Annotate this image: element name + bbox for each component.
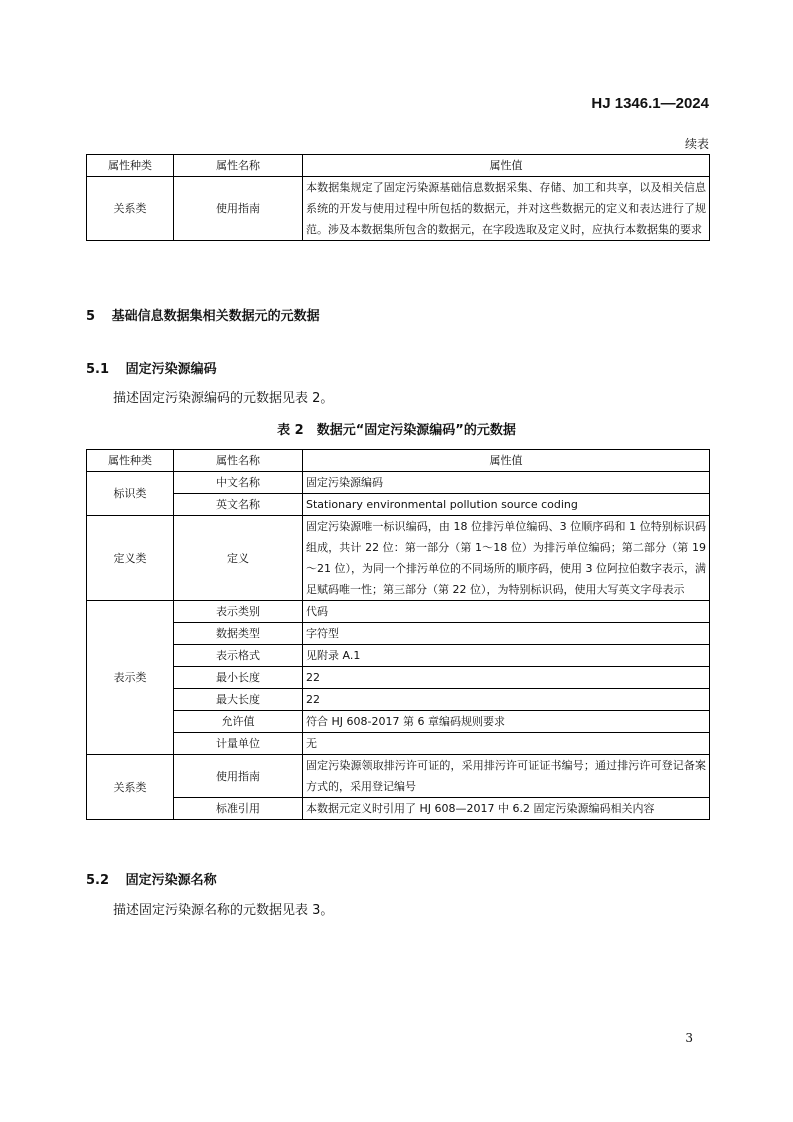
table-row (87, 733, 710, 755)
cell-value: 22 (303, 689, 710, 711)
table-row (87, 711, 710, 733)
cell-name: 数据类型 (174, 623, 303, 645)
cell-value: 本数据元定义时引用了 HJ 608—2017 中 6.2 固定污染源编码相关内容 (303, 798, 710, 820)
document-code: HJ 1346.1—2024 (591, 95, 709, 112)
header-name: 属性名称 (174, 155, 303, 177)
section-title: 固定污染源名称 (125, 873, 217, 888)
table-row (87, 601, 710, 623)
section-5-2-heading (86, 869, 217, 888)
cell-value: 代码 (303, 601, 710, 623)
cell-value: 22 (303, 667, 710, 689)
header-category: 属性种类 (87, 450, 174, 472)
section-5-2-text: 描述固定污染源名称的元数据见表 3。 (113, 903, 334, 918)
cell-value: 无 (303, 733, 710, 755)
continued-label: 续表 (684, 137, 709, 151)
table-row (87, 472, 710, 494)
section-5-heading (86, 305, 320, 324)
cell-name: 使用指南 (174, 177, 303, 241)
section-number: 5.1 (86, 362, 110, 377)
table-row (87, 177, 710, 241)
cell-name: 允许值 (174, 711, 303, 733)
cell-value: 固定污染源领取排污许可证的，采用排污许可证证书编号；通过排污许可登记备案方式的，采用登记编号 (303, 755, 710, 798)
cell-category: 关系类 (87, 177, 174, 241)
table-row (87, 516, 710, 601)
cell-name: 标准引用 (174, 798, 303, 820)
table-2 (86, 449, 710, 820)
header-name: 属性名称 (174, 450, 303, 472)
cell-name: 表示格式 (174, 645, 303, 667)
section-title: 基础信息数据集相关数据元的元数据 (111, 309, 320, 324)
cell-value: 固定污染源唯一标识编码，由 18 位排污单位编码、3 位顺序码和 1 位特别标识码组成，共计 22 位：第一部分（第 1～18 位）为排污单位编码；第二部分（第 19～21 位），为同一个排污单位的不同场所的顺序码，使用 3 位阿拉伯数字表示，满足赋码唯一性；第三部分（第 22 位），为特别标识码，使用大写英文字母表示 (303, 516, 710, 601)
table-1-continued (86, 154, 710, 241)
table-row (87, 667, 710, 689)
table-row (87, 623, 710, 645)
cell-name: 英文名称 (174, 494, 303, 516)
table-row (87, 689, 710, 711)
section-number: 5.2 (86, 873, 110, 888)
table-row (87, 494, 710, 516)
cell-name: 定义 (174, 516, 303, 601)
cell-name: 计量单位 (174, 733, 303, 755)
cell-name: 表示类别 (174, 601, 303, 623)
cell-category: 标识类 (87, 472, 174, 516)
cell-value: 符合 HJ 608-2017 第 6 章编码规则要求 (303, 711, 710, 733)
section-5-1-heading (86, 358, 217, 377)
cell-name: 最小长度 (174, 667, 303, 689)
header-value: 属性值 (303, 450, 710, 472)
cell-category: 定义类 (87, 516, 174, 601)
header-category: 属性种类 (87, 155, 174, 177)
cell-name: 最大长度 (174, 689, 303, 711)
section-number: 5 (86, 309, 96, 324)
cell-category: 关系类 (87, 755, 174, 820)
table-row (87, 755, 710, 798)
page-number: 3 (685, 1031, 693, 1045)
section-title: 固定污染源编码 (125, 362, 217, 377)
table-row (87, 798, 710, 820)
cell-name: 使用指南 (174, 755, 303, 798)
cell-value: 字符型 (303, 623, 710, 645)
section-5-1-text: 描述固定污染源编码的元数据见表 2。 (113, 391, 334, 406)
table-2-caption: 表 2 数据元“固定污染源编码”的元数据 (277, 423, 516, 438)
header-value: 属性值 (303, 155, 710, 177)
cell-value: Stationary environmental pollution source coding (303, 494, 710, 516)
table-row (87, 645, 710, 667)
cell-value: 固定污染源编码 (303, 472, 710, 494)
cell-value: 见附录 A.1 (303, 645, 710, 667)
cell-name: 中文名称 (174, 472, 303, 494)
table-header-row (87, 450, 710, 472)
cell-value: 本数据集规定了固定污染源基础信息数据采集、存储、加工和共享，以及相关信息系统的开发与使用过程中所包括的数据元，并对这些数据元的定义和表达进行了规范。涉及本数据集所包含的数据元，在字段选取及定义时，应执行本数据集的要求 (303, 177, 710, 241)
table-header-row (87, 155, 710, 177)
cell-category: 表示类 (87, 601, 174, 755)
